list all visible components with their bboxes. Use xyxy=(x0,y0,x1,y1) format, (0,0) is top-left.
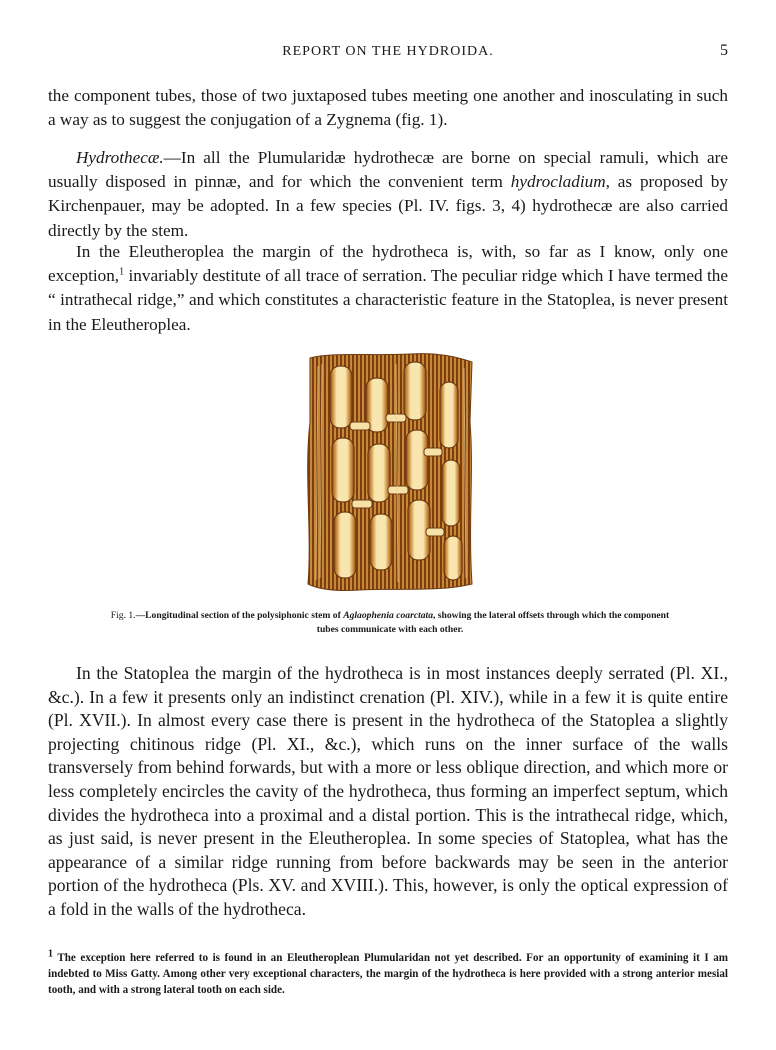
caption-text: , showing the lateral offsets through which the component tubes communicate with each other. xyxy=(316,610,670,635)
figure-stem-section xyxy=(300,352,478,594)
running-header xyxy=(48,44,728,64)
paragraph-text: In the Eleutheroplea the margin of the hydrotheca is, with, so far as I know, only one exception, xyxy=(48,242,728,286)
paragraph-eleutheroplea xyxy=(48,240,728,337)
paragraph-text: In the Statoplea the margin of the hydrotheca is in most instances deeply serrated (Pl. XI., &c.). In a few it presents only an indistinct crenation (Pl. XIV.), while in a few it is quite entire (Pl. XVII.). In almost every case there is present in the hydrotheca of the Statoplea a slightly projecting chitinous ridge (Pl. XI., &c.), which runs on the inner surface of the walls transversely from behind forwards, but with a more or less oblique direction, and which more or less completely encircles the cavity of the hydrotheca, thus forming an imperfect septum, which divides the hydrotheca into a proximal and a distal portion. This is the intrathecal ridge, which, as just said, is never present in the Eleutheroplea. In some species of Statoplea, what has the appearance of a similar ridge running from before backwards may be seen in the anterior portion of the hydrotheca (Pls. XV. and XVIII.). This, however, is only the optical expression of a fold in the walls of the hydrotheca. xyxy=(48,663,728,919)
section-heading: Hydrothecæ. xyxy=(76,148,164,167)
footnote xyxy=(48,950,728,998)
paragraph-text: , as proposed by Kirchenpauer, may be adopted. In a few species (Pl. IV. figs. 3, 4) hydrothecæ are also carried directly by the stem. xyxy=(48,172,728,240)
paragraph-zygnema xyxy=(48,84,728,132)
term-hydrocladium: hydrocladium xyxy=(510,172,606,192)
footnote-marker: 1 xyxy=(48,948,53,960)
running-title: REPORT ON THE HYDROIDA. xyxy=(282,44,494,59)
figure-caption xyxy=(110,609,670,636)
species-name: Aglaophenia coarctata xyxy=(343,610,433,621)
page-number: 5 xyxy=(720,42,728,59)
footnote-text: The exception here referred to is found in an Eleutheroplean Plumularidan not yet described. For an opportunity of examining it I am indebted to Miss Gatty. Among other very exceptional characters, the margin of the hydrotheca is here provided with a strong anterior mesial tooth, and with a strong lateral tooth on each side. xyxy=(48,952,728,996)
paragraph-text: the component tubes, those of two juxtaposed tubes meeting one another and inosculating in such a way as to suggest the conjugation of a Zygnema (fig. 1). xyxy=(48,86,728,130)
footnote-reference[interactable]: 1 xyxy=(119,266,125,278)
figure-label: Fig. 1. xyxy=(110,610,136,621)
caption-text: —Longitudinal section of the polysiphonic stem of xyxy=(135,610,344,621)
paragraph-text: —In all the Plumularidæ hydrothecæ are borne on special ramuli, which are usually disposed in pinnæ, and for which the convenient term xyxy=(48,148,728,192)
stem-section-illustration xyxy=(300,352,478,594)
paragraph-text: invariably destitute of all trace of serration. The peculiar ridge which I have termed the “ intrathecal ridge,” and which constitutes a characteristic feature in the Statoplea, is never present in the Eleutheroplea. xyxy=(48,266,728,334)
paragraph-statoplea xyxy=(48,662,728,922)
paragraph-hydrothecae xyxy=(48,146,728,243)
